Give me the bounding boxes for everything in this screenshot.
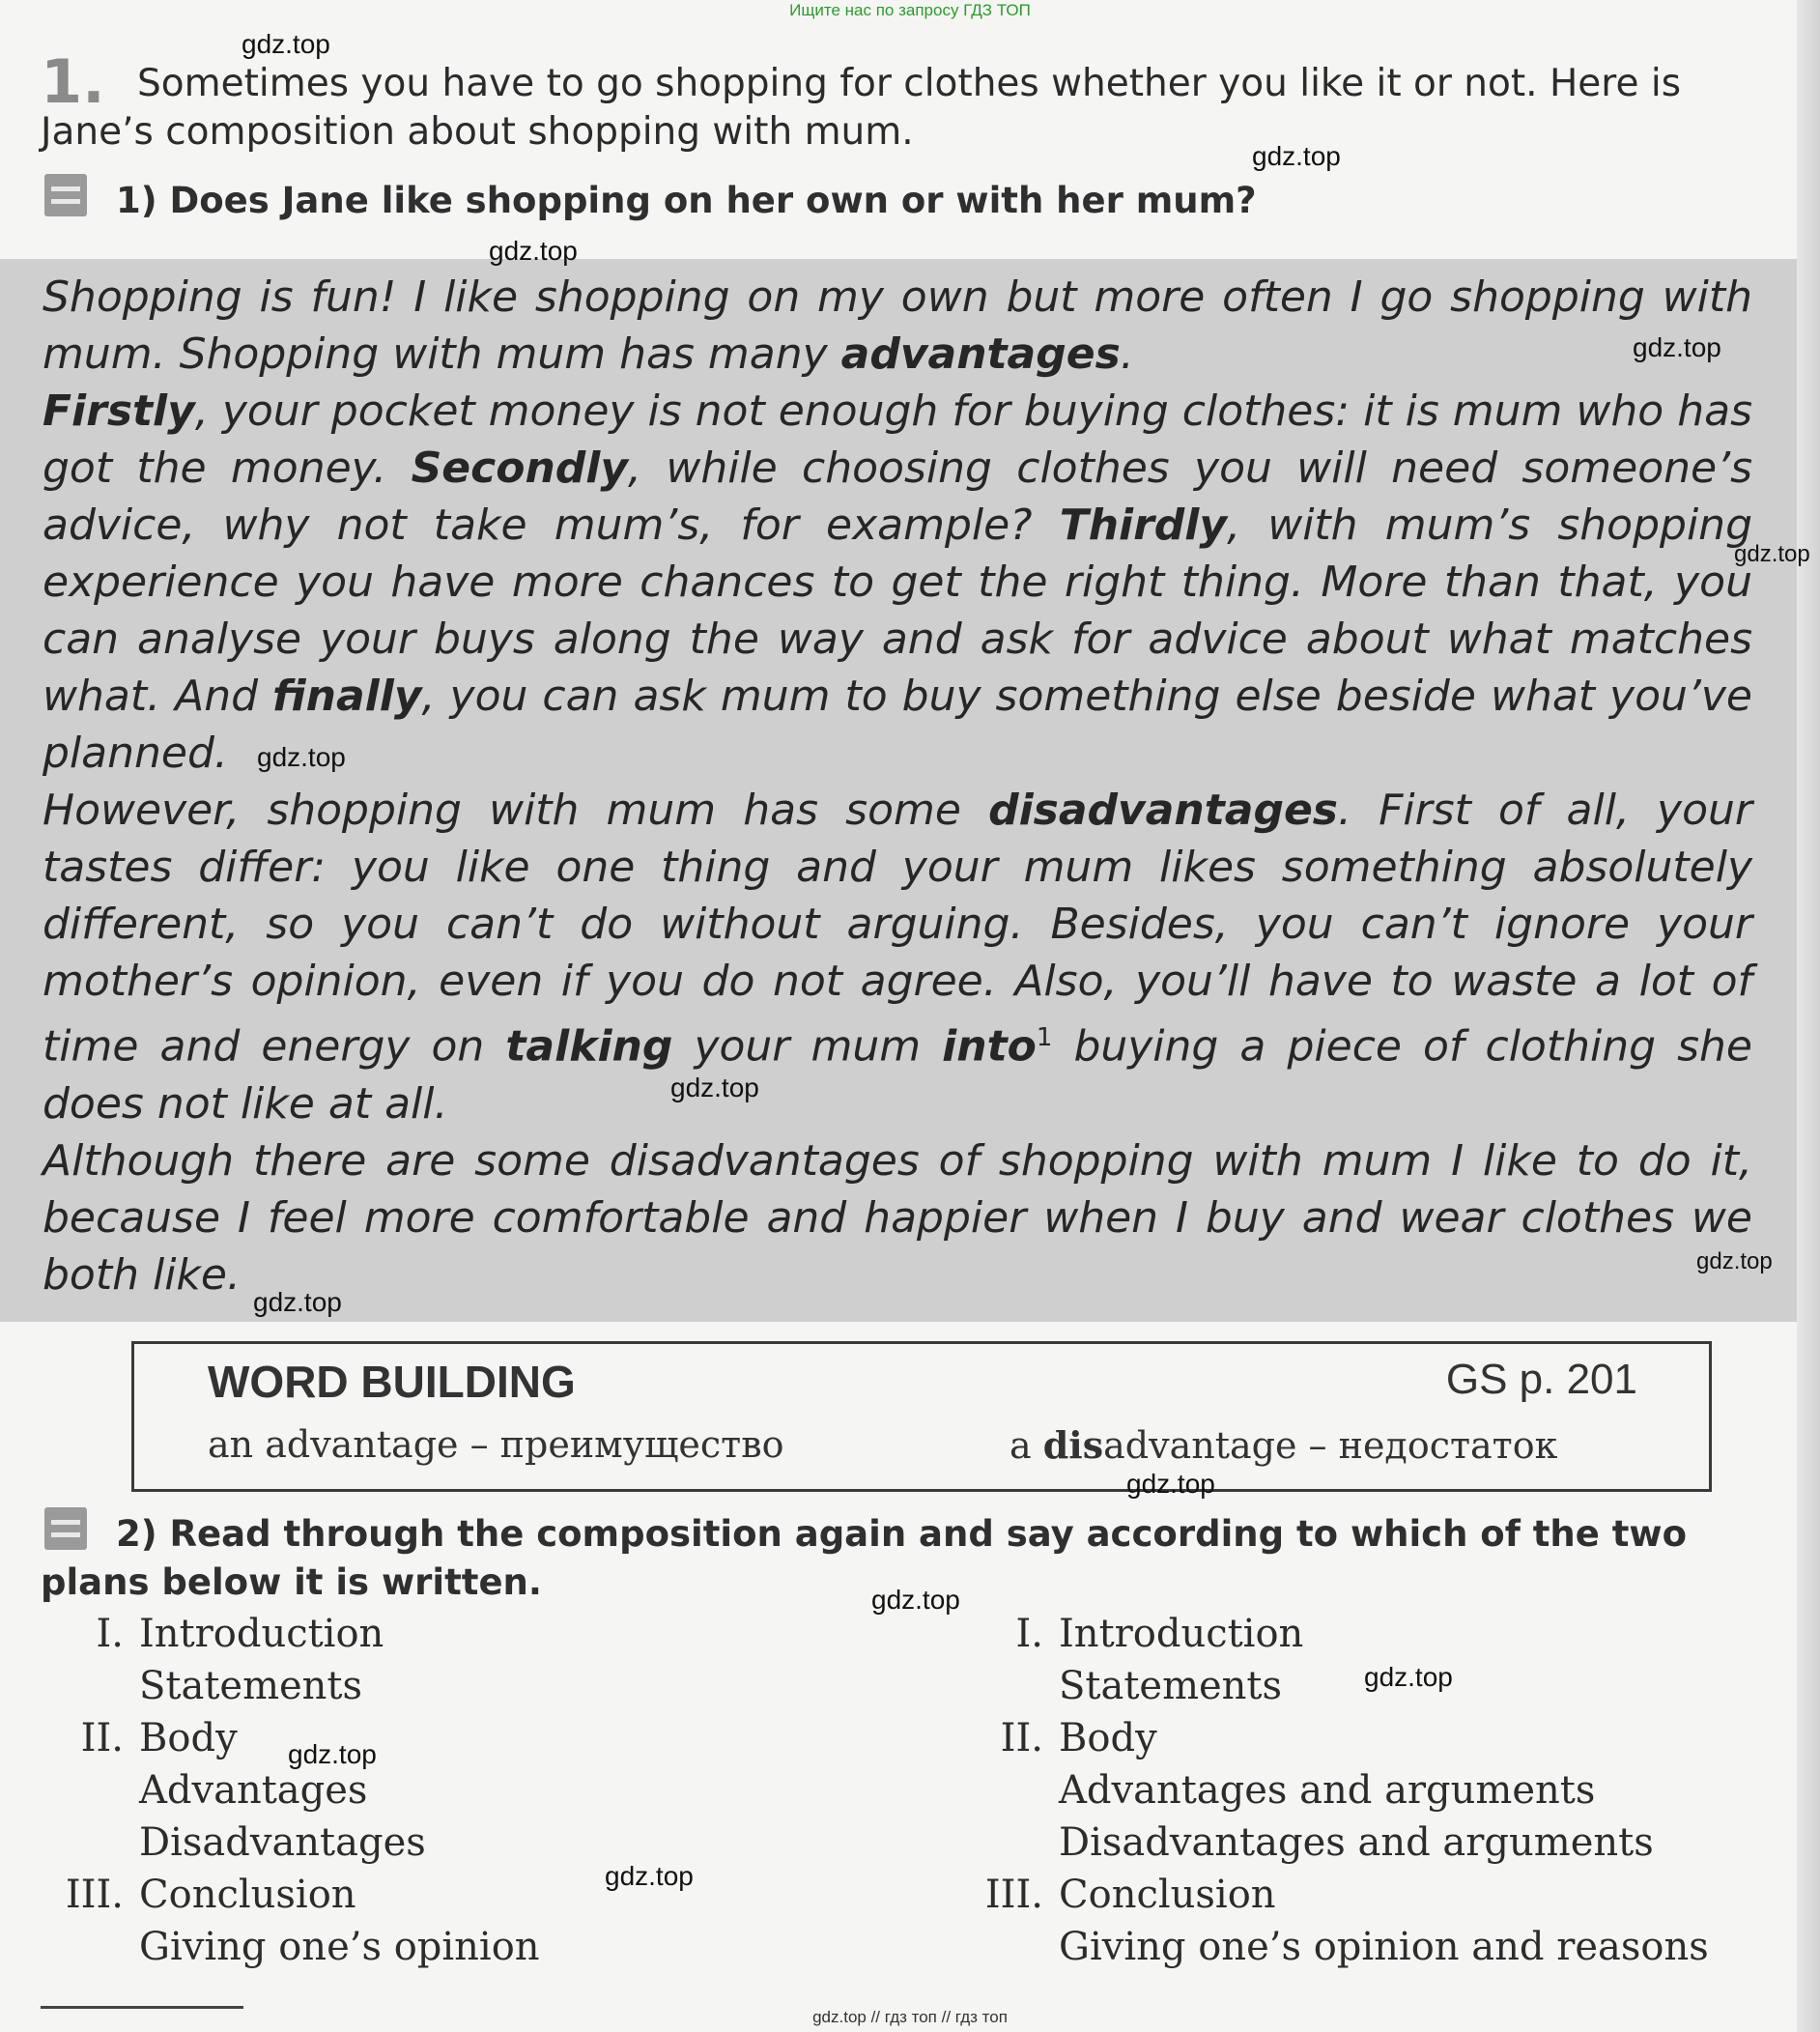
plan-numeral: II. [1000, 1716, 1043, 1760]
plan-numeral: I. [1015, 1612, 1043, 1656]
text-span: , while choosing clothes you will need someone’s advice, why not take mum’s, for example? [43, 444, 1752, 550]
plan-item: Advantages and arguments [1059, 1768, 1596, 1813]
book-icon [44, 1507, 87, 1550]
plan-item: Giving one’s opinion and reasons [1059, 1925, 1709, 1969]
text-span: Shopping is fun! I like shopping on my own but more often I go shopping with mum. Shopping with mum has many [43, 272, 1752, 379]
watermark: gdz.top [1126, 1469, 1215, 1499]
bold-term: into [942, 1021, 1037, 1072]
text-span: buying a piece of clothing she does not like at all. [43, 1021, 1752, 1129]
watermark: gdz.top [253, 1287, 342, 1317]
task-2-line-1: 2) Read through the composition again and say according to which of the two [116, 1513, 1687, 1555]
composition-paragraph-1 [43, 269, 1752, 383]
italic-term: analyse [137, 615, 302, 664]
text-span: your mum [672, 1021, 943, 1072]
plan-item: Conclusion [1059, 1873, 1276, 1917]
plan-item: Disadvantages and arguments [1059, 1820, 1654, 1865]
watermark: gdz.top [489, 236, 578, 266]
exercise-intro [41, 60, 1779, 157]
composition-text [43, 269, 1752, 1303]
plan-item: Body [1059, 1716, 1157, 1760]
text-span: , your pocket money is not enough for buying clothes: it is mum who has got the money. [43, 386, 1752, 493]
plan-row [958, 1764, 1709, 1817]
watermark: gdz.top [1696, 1248, 1773, 1274]
composition-paragraph-4: Although there are some disadvantages of shopping with mum I like to do it, because I feel more comfortable and happier when I buy and wear clothes we both like. [43, 1135, 1752, 1300]
plan-row [39, 1817, 540, 1869]
italic-term: chances [640, 558, 815, 607]
text-span: your [301, 615, 435, 664]
text-span: advantage – недостаток [1103, 1424, 1558, 1467]
plan-row [958, 1921, 1709, 1973]
text-span: , you can ask mum to buy something else beside what you’ve planned. [43, 672, 1752, 778]
text-span: , with mum’s shopping experience you have more [43, 501, 1753, 607]
word-advantage: an advantage – преимущество [208, 1423, 784, 1466]
plan-item: Giving one’s opinion [139, 1925, 540, 1969]
word-building-box [131, 1341, 1712, 1492]
watermark: gdz.top [1364, 1662, 1453, 1692]
watermark: gdz.top [605, 1861, 694, 1891]
bold-term: Secondly [411, 444, 629, 493]
plan-numeral: II. [80, 1716, 124, 1760]
text-span: to get the right thing. More than that, you can [43, 558, 1752, 664]
text-span: along the way and ask for advice about [534, 615, 1447, 664]
grammar-reference: GS p. 201 [1445, 1356, 1637, 1403]
watermark: gdz.top [670, 1073, 759, 1102]
text-span: However, shopping with mum has some [43, 786, 989, 835]
text-span: . And [147, 672, 273, 721]
bottom-banner: gdz.top // гдз топ // гдз топ [812, 2008, 1008, 2026]
plan-row [39, 1869, 540, 1921]
plan-item: Introduction [139, 1612, 384, 1656]
plan-right [958, 1608, 1709, 1973]
word-building-title: WORD BUILDING [208, 1357, 576, 1407]
plan-row [958, 1869, 1709, 1921]
plan-item: Statements [1059, 1664, 1283, 1708]
bold-term: finally [272, 672, 422, 721]
watermark: gdz.top [1252, 141, 1341, 171]
watermark: gdz.top [1633, 332, 1721, 362]
page-edge [1797, 0, 1820, 2032]
plan-numeral: I. [96, 1612, 124, 1656]
plan-item: Introduction [1059, 1612, 1304, 1656]
plan-row [39, 1608, 540, 1660]
plan-row [39, 1660, 540, 1712]
plan-item: Body [139, 1716, 238, 1760]
plan-numeral: III. [984, 1873, 1043, 1917]
word-disadvantage [1010, 1423, 1557, 1467]
bold-term: advantages [840, 329, 1121, 379]
plan-row [958, 1660, 1709, 1712]
intro-line-1: Sometimes you have to go shopping for clothes whether you like it or not. Here is [137, 62, 1682, 105]
plan-row [958, 1712, 1709, 1764]
plan-item: Disadvantages [139, 1820, 426, 1865]
footnote-marker: 1 [1036, 1023, 1053, 1052]
watermark: gdz.top [257, 742, 346, 772]
top-banner: Ищите нас по запросу ГДЗ ТОП [789, 1, 1031, 19]
bold-term: Thirdly [1059, 501, 1228, 550]
task-1: 1) Does Jane like shopping on her own or with her mum? [116, 180, 1257, 221]
composition-paragraph-3 [43, 782, 1752, 1132]
plan-item: Statements [139, 1664, 363, 1708]
bold-term: Firstly [43, 386, 195, 436]
text-span: a [1010, 1424, 1043, 1467]
text-span: . [1120, 329, 1134, 379]
plan-row [39, 1764, 540, 1817]
watermark: gdz.top [242, 29, 330, 59]
plan-row [958, 1817, 1709, 1869]
bold-term: talking [505, 1021, 673, 1072]
intro-line-2: Jane’s composition about shopping with mum. [41, 110, 914, 154]
watermark: gdz.top [1734, 541, 1810, 567]
plan-item: Advantages [139, 1768, 368, 1813]
book-icon [44, 174, 87, 216]
plan-numeral: III. [65, 1873, 124, 1917]
plan-row [958, 1608, 1709, 1660]
plan-row [39, 1921, 540, 1973]
plan-left [39, 1608, 540, 1973]
watermark: gdz.top [871, 1585, 960, 1615]
plan-item: Conclusion [139, 1873, 356, 1917]
italic-term: buys [434, 615, 535, 664]
watermark: gdz.top [288, 1739, 377, 1769]
bold-prefix: dis [1042, 1423, 1104, 1467]
composition-paragraph-2 [43, 383, 1752, 782]
italic-term: what matches what [43, 615, 1752, 721]
bold-term: disadvantages [988, 786, 1338, 835]
task-2-line-2: plans below it is written. [41, 1561, 542, 1603]
text-span: . First of all, your tastes differ: you like one thing and your mum likes something absolutely different, so you can’t do without arguing. Besides, you can’t ignore your mother’s opinion, even if you do not agree. Also, you’ll have to waste a lot of time and energy on [43, 786, 1752, 1072]
exercise-number: 1. [41, 46, 105, 117]
